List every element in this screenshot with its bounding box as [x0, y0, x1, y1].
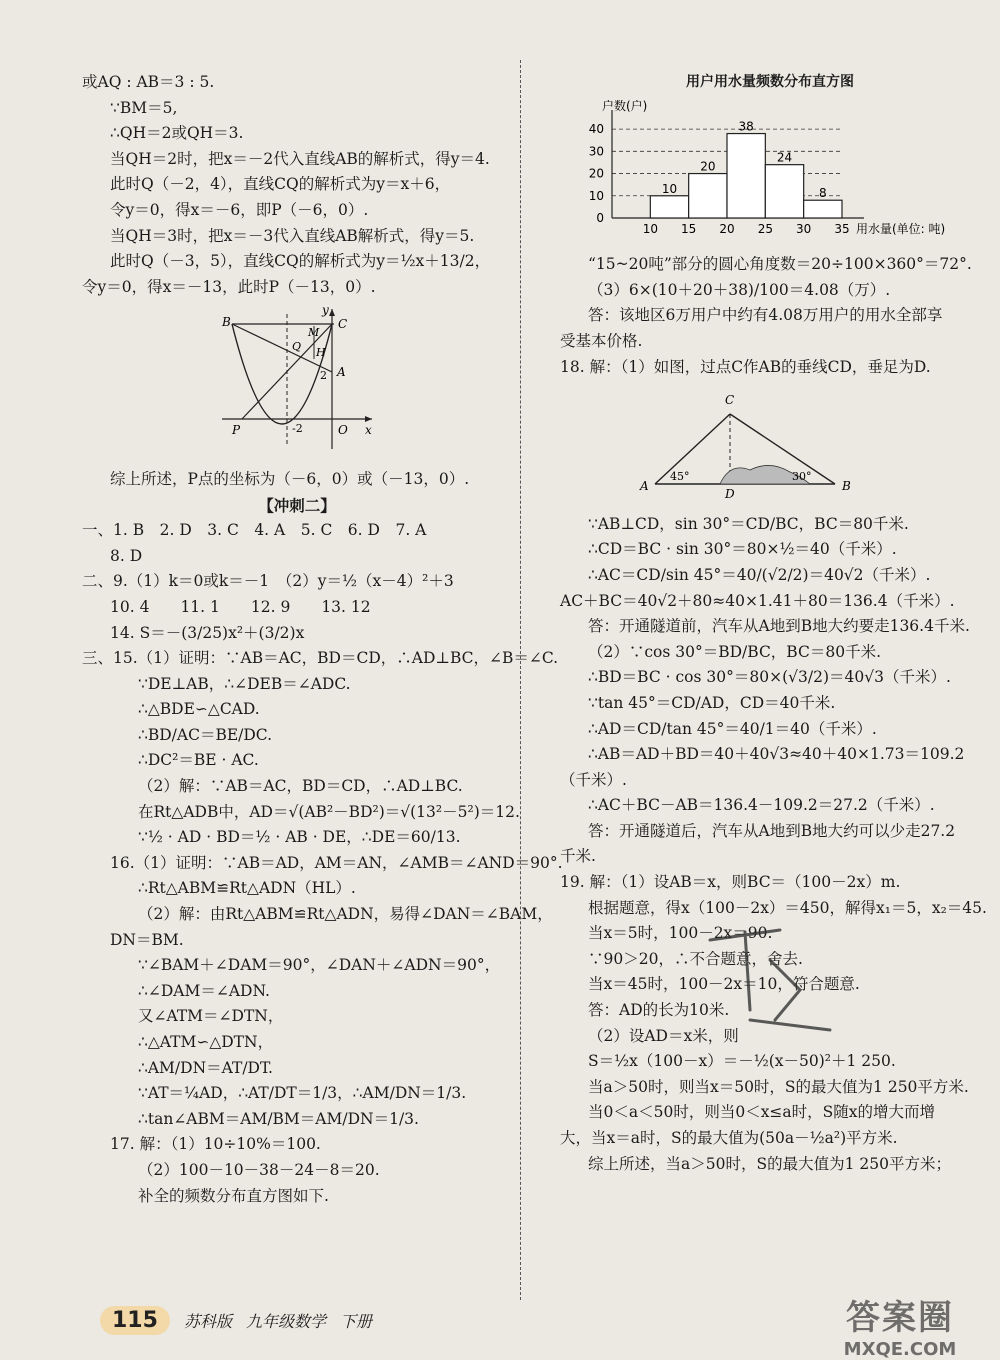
label-b: B [222, 315, 231, 330]
text-line: 令y＝0，得x＝－6，即P（－6，0）. [110, 200, 369, 219]
text-line: 当0＜a＜50时，则当0＜x≤a时，S随x的增大而增 [588, 1103, 936, 1122]
text-line: （千米）. [560, 770, 627, 789]
text-line: 此时Q（－2，4），直线CQ的解析式为y＝x＋6， [110, 175, 451, 194]
label-o: O [338, 423, 348, 438]
answer-line: 14. S＝－(3/25)x²＋(3/2)x [110, 623, 305, 642]
label-two: 2 [320, 369, 327, 383]
answer-line: ∵½ · AD · BD＝½ · AB · DE，∴DE＝60/13. [138, 828, 461, 847]
histogram-bar [765, 164, 803, 217]
y-tick-label: 30 [588, 143, 604, 158]
answer-line: ∴BD/AC＝BE/DC. [138, 725, 273, 744]
label-c: C [338, 317, 348, 332]
bar-value-label: 38 [738, 119, 754, 134]
bar-value-label: 10 [661, 181, 678, 196]
text-line: 或AQ : AB＝3 : 5. [82, 73, 215, 91]
label-neg-two: -2 [292, 422, 303, 436]
footer-volume: 下册 [339, 1311, 372, 1331]
text-line: ∴AC＋BC－AB＝136.4－109.2＝27.2（千米）. [588, 796, 935, 815]
handwritten-signature [690, 920, 850, 1040]
tri-label-a: A [640, 479, 649, 494]
x-tick-label: 25 [757, 221, 773, 236]
answer-line: 16.（1）证明：∵AB＝AD，AM＝AN，∠AMB＝∠AND＝90°. [110, 853, 563, 872]
histogram-bar [650, 195, 688, 217]
text-line: 令y＝0，得x＝－13，此时P（－13，0）. [82, 277, 376, 296]
y-tick-label: 0 [596, 210, 604, 225]
y-axis-label: 户数(户) [602, 99, 648, 113]
text-line: 大，当x＝a时，S的最大值为(50a－½a²)平方米. [560, 1129, 898, 1147]
y-tick-label: 40 [588, 121, 604, 136]
text-line: 当x＝45时，100－2x＝10，符合题意. [588, 975, 860, 994]
text-line: S＝½x（100－x）＝－½(x－50)²＋1 250. [588, 1052, 896, 1071]
answer-line: 在Rt△ADB中，AD＝√(AB²－BD²)＝√(13²－5²)＝12. [138, 802, 520, 821]
column-divider [520, 60, 521, 1300]
answer-line: （2）解：∵AB＝AC，BD＝CD，∴AD⊥BC. [138, 777, 463, 796]
answer-line: ∴∠DAM＝∠ADN. [138, 981, 270, 1000]
x-tick-label: 35 [834, 221, 850, 236]
answer-line: 二、9.（1）k＝0或k＝－1 （2）y＝½（x－4）²＋3 [82, 572, 454, 591]
footer-grade: 九年级数学 [245, 1311, 326, 1331]
answer-line: ∵DE⊥AB，∴∠DEB＝∠ADC. [138, 674, 351, 693]
histogram [560, 100, 980, 249]
parabola-diagram [82, 304, 512, 454]
text-line: ∵AB⊥CD，sin 30°＝CD/BC，BC＝80千米. [588, 514, 909, 533]
answer-line: 8. D [110, 546, 143, 565]
x-tick-label: 20 [719, 221, 735, 236]
text-line: ∵90＞20，∴不合题意，舍去. [588, 949, 803, 968]
chart-title: 用户用水量频数分布直方图 [686, 74, 854, 90]
text-line: 受基本价格. [560, 331, 643, 350]
left-column [82, 70, 563, 1209]
y-tick-label: 10 [588, 188, 604, 203]
text-line: ∴QH＝2或QH＝3. [110, 124, 244, 143]
answer-line: ∴DC²＝BE · AC. [138, 751, 259, 770]
answer-line: （2）解：由Rt△ABM≌Rt△ADN，易得∠DAN＝∠BAM， [138, 905, 553, 924]
answer-line: 补全的频数分布直方图如下. [138, 1186, 329, 1205]
answer-line: ∴tan∠ABM＝AM/BM＝AM/DN＝1/3. [138, 1109, 419, 1128]
section-title: 【冲刺二】 [258, 495, 336, 515]
answer-line: 三、15.（1）证明：∵AB＝AC，BD＝CD，∴AD⊥BC，∠B＝∠C. [82, 649, 559, 668]
answer-line: 又∠ATM＝∠DTN， [138, 1007, 284, 1026]
answer-line: 10. 4 11. 1 12. 9 13. 12 [110, 597, 371, 616]
answer-line: ∴Rt△ABM≌Rt△ADN（HL）. [138, 879, 356, 898]
watermark-title: 答案圈 [846, 1298, 954, 1338]
label-h: H [316, 346, 326, 360]
answer-line: ∵∠BAM＋∠DAM＝90°，∠DAN＋∠ADN＝90°， [138, 956, 501, 975]
text-line: 答：AD的长为10米. [588, 1001, 730, 1020]
footer-edition: 苏科版 [183, 1311, 232, 1331]
label-m: M [308, 326, 320, 340]
text-line: ∴AC＝CD/sin 45°＝40/(√2/2)＝40√2（千米）. [588, 565, 931, 584]
histogram-bar [727, 133, 765, 217]
label-p: P [232, 423, 241, 438]
text-line: 答：开通隧道后，汽车从A地到B地大约可以少走27.2 [588, 821, 956, 840]
tri-label-c: C [725, 393, 735, 408]
text-line: 千米. [560, 847, 596, 866]
text-line: ∴BD＝BC · cos 30°＝80×(√3/2)＝40√3（千米）. [588, 668, 951, 687]
triangle-figure [560, 384, 980, 508]
text-line: 答：开通隧道前，汽车从A地到B地大约要走136.4千米. [588, 617, 970, 636]
text-line: 当QH＝3时，把x＝－3代入直线AB解析式，得y＝5. [110, 226, 475, 245]
y-tick-label: 20 [588, 166, 604, 181]
label-x: x [365, 423, 372, 438]
answer-line: ∴△ATM∽△DTN， [138, 1033, 274, 1051]
tri-angle-a: 45° [670, 470, 690, 484]
answer-line: DN＝BM. [110, 930, 184, 949]
page-footer [100, 1300, 372, 1340]
answer-line: 17. 解：（1）10÷10%＝100. [110, 1135, 321, 1154]
text-line: ∴CD＝BC · sin 30°＝80×½＝40（千米）. [588, 540, 897, 559]
label-y: y [322, 304, 329, 318]
text-line: ∵BM＝5, [110, 98, 178, 117]
histogram-svg [560, 100, 980, 240]
text-line: （2）设AD＝x米，则 [588, 1026, 739, 1045]
answer-line: （2）100－10－38－24－8＝20. [138, 1160, 380, 1179]
answer-line: 一、1. B 2. D 3. C 4. A 5. C 6. D 7. A [82, 521, 427, 540]
text-line: 综上所述，当a＞50时，S的最大值为1 250平方米； [588, 1154, 951, 1173]
text-line: 当QH＝2时，把x＝－2代入直线AB的解析式，得y＝4. [110, 149, 490, 168]
x-tick-label: 10 [642, 221, 658, 236]
text-line: （3）6×(10＋20＋38)/100＝4.08（万）. [588, 280, 891, 299]
parabola-figure [82, 304, 512, 463]
text-line: 18. 解：（1）如图，过点C作AB的垂线CD，垂足为D. [560, 357, 931, 376]
triangle-diagram [560, 384, 980, 499]
text-line: 当a＞50时，则当x＝50时，S的最大值为1 250平方米. [588, 1077, 969, 1096]
x-tick-label: 15 [681, 221, 697, 236]
answer-line: ∵AT＝¼AD，∴AT/DT＝1/3，∴AM/DN＝1/3. [138, 1084, 467, 1103]
text-line: ∴AB＝AD＋BD＝40＋40√3≈40＋40×1.73＝109.2 [588, 745, 965, 764]
text-line: 答：该地区6万用户中约有4.08万用户的用水全部享 [588, 306, 943, 325]
page-number: 115 [100, 1306, 170, 1335]
text-line: 根据题意，得x（100－2x）＝450，解得x₁＝5，x₂＝45. [588, 898, 987, 917]
tri-angle-b: 30° [792, 470, 812, 484]
x-tick-label: 30 [796, 221, 812, 236]
summary-line: 综上所述，P点的坐标为（－6，0）或（－13，0）. [110, 469, 470, 488]
text-line: ∴AD＝CD/tan 45°＝40/1＝40（千米）. [588, 719, 877, 738]
watermark-url: MXQE.COM [843, 1339, 957, 1360]
histogram-bar [689, 173, 727, 217]
label-a: A [337, 365, 346, 380]
label-q: Q [292, 340, 302, 354]
bar-value-label: 24 [776, 150, 793, 165]
text-line: 此时Q（－3，5），直线CQ的解析式为y＝½x＋13/2， [110, 252, 491, 271]
text-line: 当x＝5时，100－2x＝90. [588, 924, 773, 943]
bar-value-label: 8 [819, 185, 827, 200]
bar-value-label: 20 [700, 159, 716, 174]
watermark-logo [810, 1290, 990, 1360]
tri-label-b: B [842, 479, 851, 494]
text-line: ∵tan 45°＝CD/AD，CD＝40千米. [588, 693, 836, 712]
text-line: （2）∵cos 30°＝BD/BC，BC＝80千米. [588, 642, 881, 661]
x-axis-label: 用水量(单位: 吨) [856, 221, 946, 236]
tri-label-d: D [725, 487, 735, 500]
answer-line: ∴△BDE∽△CAD. [138, 700, 260, 719]
text-line: AC＋BC＝40√2＋80≈40×1.41＋80＝136.4（千米）. [560, 591, 955, 610]
histogram-bar [804, 200, 842, 218]
text-line: 19. 解：（1）设AB＝x，则BC＝（100－2x）m. [560, 873, 901, 892]
answer-line: ∴AM/DN＝AT/DT. [138, 1058, 273, 1077]
text-line: “15~20吨”部分的圆心角度数＝20÷100×360°＝72°. [588, 255, 972, 274]
